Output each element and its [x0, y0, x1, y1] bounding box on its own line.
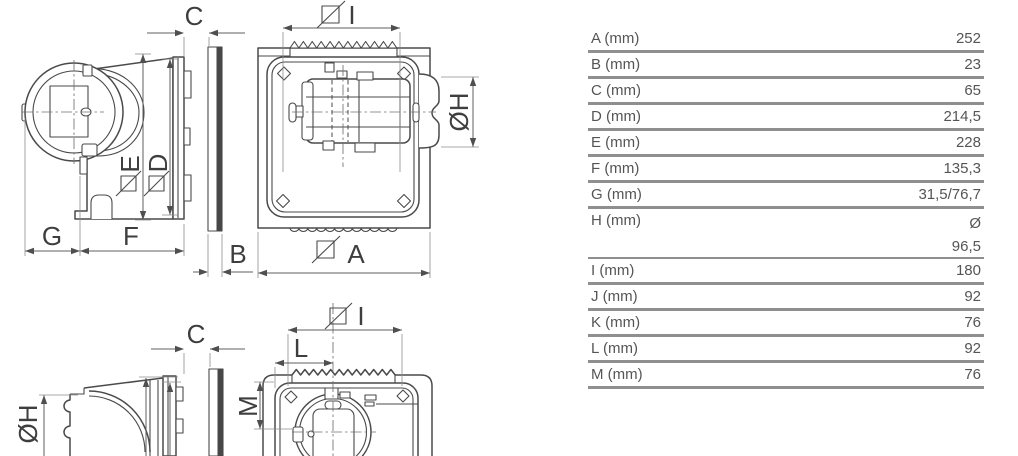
table-row — [588, 27, 984, 53]
dim-value: 92 — [964, 288, 981, 305]
dim-value: 76 — [964, 314, 981, 331]
wall-plate-top — [208, 47, 222, 231]
dim-label-diameter-h: ØH — [13, 404, 43, 444]
dim-value: 228 — [955, 134, 981, 151]
dim-value: 214,5 — [943, 108, 981, 125]
table-row — [588, 79, 984, 105]
table-row — [588, 337, 984, 363]
wall-plate-bottom — [209, 369, 223, 456]
dim-name: E (mm) — [591, 134, 641, 151]
dim-name: M (mm) — [591, 366, 643, 383]
table-row — [588, 259, 984, 285]
dim-label-l: L — [293, 333, 309, 363]
dim-name: J (mm) — [591, 288, 638, 305]
table-row — [588, 311, 984, 337]
dim-label-b: B — [229, 239, 247, 269]
table-row — [588, 363, 984, 389]
dim-value-line: Ø — [969, 215, 981, 232]
square-symbol-icon — [317, 1, 345, 28]
dim-name: B (mm) — [591, 56, 641, 73]
side-view-top — [22, 57, 191, 219]
dim-label-c: C — [184, 1, 204, 31]
dim-name: F (mm) — [591, 160, 640, 177]
dim-value: 180 — [955, 262, 981, 279]
square-symbol-icon — [325, 303, 352, 329]
table-row — [588, 131, 984, 157]
dim-value: 65 — [964, 82, 981, 99]
dim-value — [952, 212, 981, 258]
dim-value: 31,5/76,7 — [918, 186, 981, 203]
dim-label-c: C — [186, 319, 206, 349]
table-row — [588, 53, 984, 79]
dim-name: D (mm) — [591, 108, 641, 125]
table-row — [588, 183, 984, 209]
dim-name: I (mm) — [591, 262, 635, 279]
dim-name: L (mm) — [591, 340, 638, 357]
table-row — [588, 105, 984, 131]
dim-label-m: M — [233, 395, 263, 417]
dim-label-i: I — [357, 301, 365, 331]
dim-value: 135,3 — [943, 160, 981, 177]
dim-name: A (mm) — [591, 30, 640, 47]
front-view-bottom — [233, 301, 432, 456]
dim-label-g: G — [41, 221, 63, 251]
square-symbol-icon — [312, 236, 340, 263]
dim-label-e: E — [115, 155, 145, 173]
dim-name: G (mm) — [591, 186, 642, 203]
dim-value: 252 — [955, 30, 981, 47]
dim-label-i: I — [348, 0, 356, 30]
dim-value: 23 — [964, 56, 981, 73]
dim-label-a: A — [347, 239, 365, 269]
dim-name: K (mm) — [591, 314, 641, 331]
table-row — [588, 285, 984, 311]
table-row — [588, 157, 984, 183]
dim-value: 92 — [964, 340, 981, 357]
dim-name: C (mm) — [591, 82, 641, 99]
table-row — [588, 209, 984, 259]
rear-view-top — [258, 42, 439, 232]
dim-label-diameter-h: ØH — [444, 92, 474, 132]
dim-label-d: D — [143, 153, 173, 173]
dimension-table — [588, 27, 984, 389]
dim-value-line: 96,5 — [951, 238, 981, 255]
dim-value: 76 — [964, 366, 981, 383]
dim-name: H (mm) — [591, 212, 641, 229]
dim-label-f: F — [123, 221, 139, 251]
